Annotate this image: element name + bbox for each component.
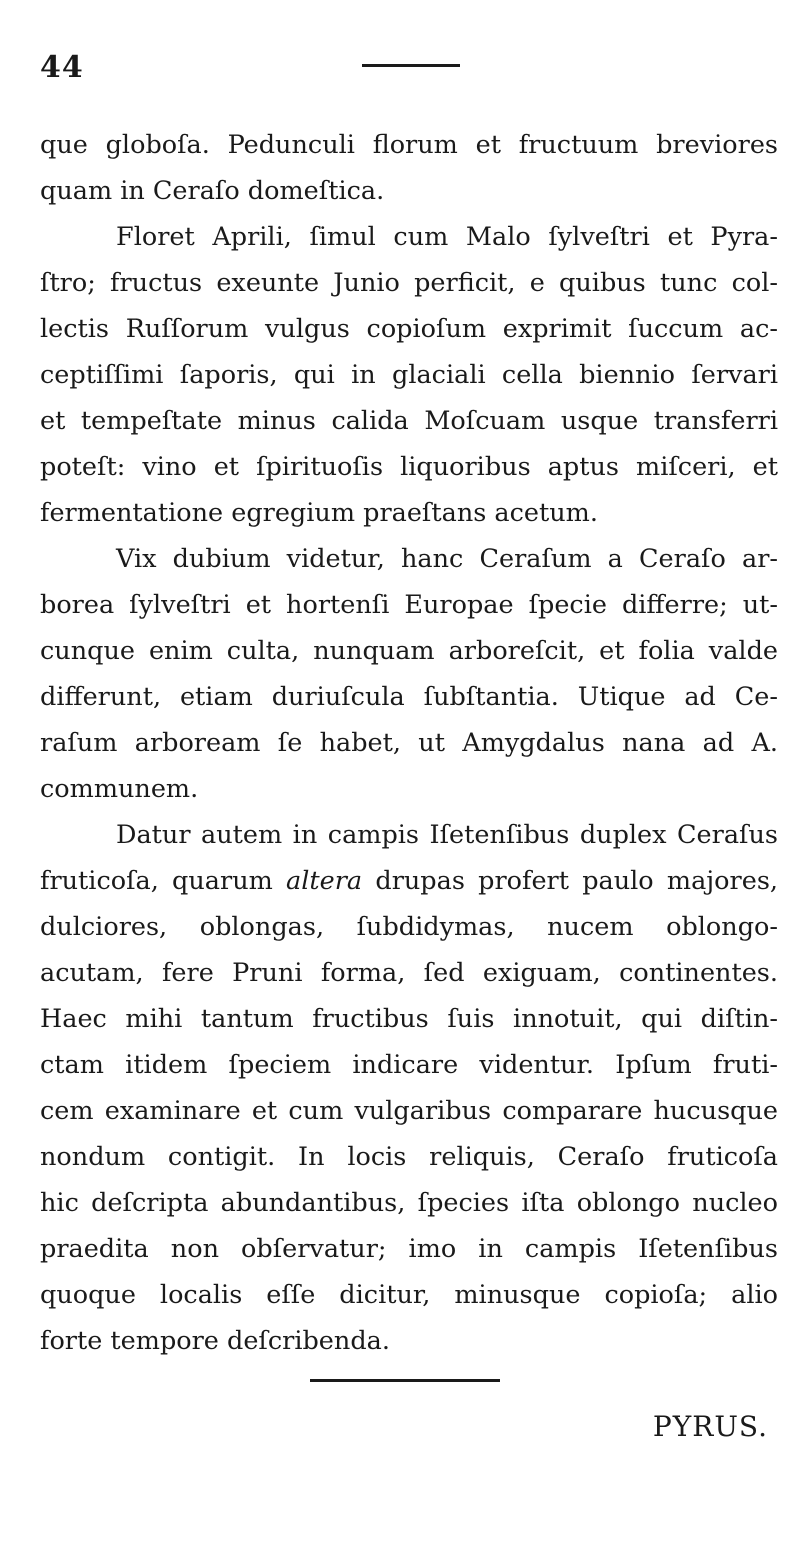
text-line: cunque enim culta, nunquam arboreſcit, et folia valde: [40, 636, 778, 666]
text-line: poteſt: vino et ſpirituoſis liquoribus aptus miſceri, et: [40, 452, 778, 482]
text-line: Datur autem in campis Iſetenſibus duplex Ceraſus: [116, 820, 778, 850]
text-line: nondum contigit. In locis reliquis, Ceraſo fruticoſa: [40, 1142, 778, 1172]
line-end: drupas profert paulo majores,: [362, 866, 779, 896]
text-line-with-italic: [40, 858, 778, 904]
text-line: raſum arboream ſe habet, ut Amygdalus nana ad A.: [40, 728, 778, 758]
text-line: et tempeſtate minus calida Moſcuam usque transferri: [40, 406, 778, 436]
text-line: praedita non obſervatur; imo in campis Iſetenſibus: [40, 1234, 778, 1264]
text-line: lectis Ruſſorum vulgus copioſum exprimit ſuccum ac-: [40, 314, 778, 344]
text-line: Haec mihi tantum fructibus ſuis innotuit, qui diſtin-: [40, 1004, 778, 1034]
catchword: PYRUS.: [652, 1410, 768, 1443]
text-line: differunt, etiam duriuſcula ſubſtantia. Utique ad Ce-: [40, 682, 778, 712]
page-number: 44: [40, 50, 84, 85]
body-text: [40, 122, 778, 1364]
line-start: fruticoſa, quarum: [40, 866, 287, 896]
text-line: ſtro; fructus exeunte Junio perficit, e quibus tunc col-: [40, 268, 778, 298]
text-line: ctam itidem ſpeciem indicare videntur. Ipſum fruti-: [40, 1050, 778, 1080]
section-divider: [310, 1379, 500, 1382]
text-line: borea ſylveſtri et hortenſi Europae ſpecie differre; ut-: [40, 590, 778, 620]
header-rule: [362, 64, 460, 67]
text-line: acutam, fere Pruni forma, ſed exiguam, continentes.: [40, 958, 778, 988]
italic-word: altera: [286, 866, 363, 896]
text-line: fermentatione egregium praeſtans acetum.: [40, 498, 598, 528]
text-line: cem examinare et cum vulgaribus comparare hucusque: [40, 1096, 778, 1126]
text-line: communem.: [40, 774, 199, 804]
text-line: que globoſa. Pedunculi florum et fructuum breviores: [40, 130, 778, 160]
text-line: Floret Aprili, ſimul cum Malo ſylveſtri et Pyra-: [116, 222, 778, 252]
text-line: ceptiſſimi ſaporis, qui in glaciali cella biennio ſervari: [40, 360, 778, 390]
text-line: hic deſcripta abundantibus, ſpecies iſta oblongo nucleo: [40, 1188, 778, 1218]
text-line: forte tempore deſcribenda.: [40, 1326, 390, 1356]
text-line: quam in Ceraſo domeſtica.: [40, 176, 385, 206]
text-line: Vix dubium videtur, hanc Ceraſum a Ceraſo ar-: [116, 544, 778, 574]
text-line: dulciores, oblongas, ſubdidymas, nucem oblongo-: [40, 912, 778, 942]
text-line: quoque localis eſſe dicitur, minusque copioſa; alio: [40, 1280, 778, 1310]
